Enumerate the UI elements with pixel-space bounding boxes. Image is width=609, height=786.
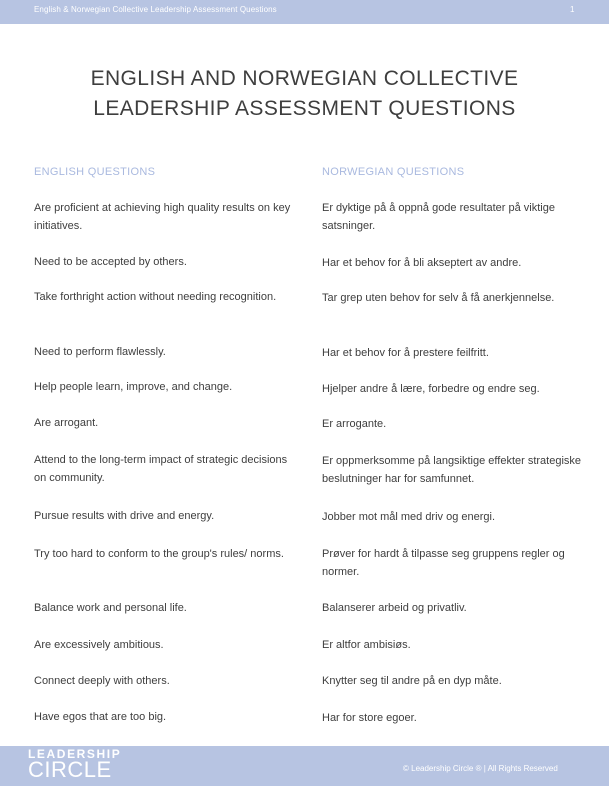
norwegian-question: Har et behov for å prestere feilfritt. bbox=[322, 347, 489, 359]
page-title bbox=[0, 64, 609, 124]
english-question: Help people learn, improve, and change. bbox=[34, 381, 233, 393]
english-question: Are proficient at achieving high quality results on key initiatives. bbox=[34, 202, 291, 232]
english-question: Pursue results with drive and energy. bbox=[34, 510, 215, 522]
footer-bar bbox=[0, 746, 609, 786]
leadership-circle-logo bbox=[28, 748, 121, 781]
norwegian-question: Har for store egoer. bbox=[322, 712, 417, 724]
english-question: Have egos that are too big. bbox=[34, 711, 167, 723]
english-question: Attend to the long-term impact of strategic decisions on community. bbox=[34, 454, 288, 484]
logo-line-2: CIRCLE bbox=[28, 757, 112, 782]
norwegian-question: Knytter seg til andre på en dyp måte. bbox=[322, 675, 502, 687]
english-question: Take forthright action without needing recognition. bbox=[34, 291, 277, 303]
page-title-line-2: LEADERSHIP ASSESSMENT QUESTIONS bbox=[93, 97, 516, 120]
page-number: 1 bbox=[570, 5, 575, 14]
english-question: Need to perform flawlessly. bbox=[34, 346, 166, 358]
english-question: Connect deeply with others. bbox=[34, 675, 170, 687]
copyright-notice: © Leadership Circle ® | All Rights Reserved bbox=[403, 764, 558, 773]
header-bar bbox=[0, 0, 609, 24]
english-question: Need to be accepted by others. bbox=[34, 256, 187, 268]
english-question: Are excessively ambitious. bbox=[34, 639, 164, 651]
header-title: English & Norwegian Collective Leadership Assessment Questions bbox=[34, 5, 277, 14]
english-question: Balance work and personal life. bbox=[34, 602, 187, 614]
norwegian-question: Jobber mot mål med driv og energi. bbox=[322, 511, 496, 523]
norwegian-question: Er dyktige på å oppnå gode resultater på viktige satsninger. bbox=[322, 202, 555, 232]
norwegian-question: Er arrogante. bbox=[322, 418, 387, 430]
english-column-heading: ENGLISH QUESTIONS bbox=[34, 166, 156, 178]
norwegian-question: Er oppmerksomme på langsiktige effekter strategiske beslutninger har for samfunnet. bbox=[322, 455, 582, 485]
logo-line-1: LEADERSHIP bbox=[28, 747, 122, 761]
norwegian-question: Hjelper andre å lære, forbedre og endre seg. bbox=[322, 383, 540, 395]
norwegian-question: Har et behov for å bli akseptert av andre. bbox=[322, 257, 522, 269]
norwegian-question: Balanserer arbeid og privatliv. bbox=[322, 602, 467, 614]
norwegian-column-heading: NORWEGIAN QUESTIONS bbox=[322, 166, 465, 178]
norwegian-question: Tar grep uten behov for selv å få anerkjennelse. bbox=[322, 292, 555, 304]
norwegian-question: Prøver for hardt å tilpasse seg gruppens regler og normer. bbox=[322, 548, 565, 578]
english-question: Are arrogant. bbox=[34, 417, 99, 429]
page-title-line-1: ENGLISH AND NORWEGIAN COLLECTIVE bbox=[90, 67, 519, 90]
norwegian-question: Er altfor ambisiøs. bbox=[322, 639, 411, 651]
english-question: Try too hard to conform to the group's rules/ norms. bbox=[34, 548, 284, 560]
